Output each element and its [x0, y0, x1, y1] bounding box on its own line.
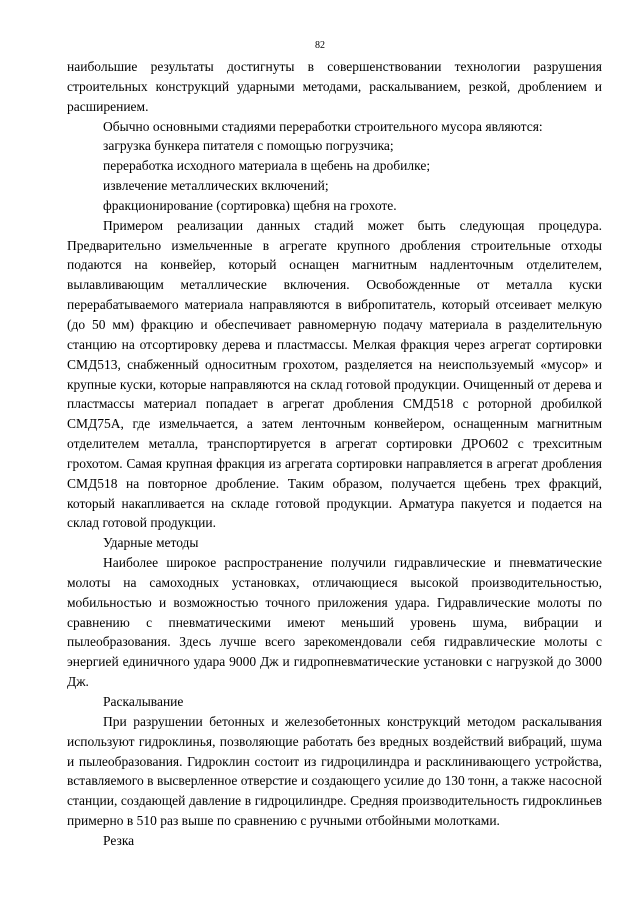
section-heading-cutting: Резка	[103, 832, 135, 848]
paragraph-splitting: При разрушении бетонных и железобетонных конструкций методом раскалывания используют гидроклинья, позволяющие работать без вредных воздействий вибраций, шума и пылеобразования. Гидроклин состоит из гидроцилиндра и расклинивающего устройства, вставляемого в высверленное отверстие и создающего усилие до 130 тонн, а также насосной станции, создающей давление в гидроцилиндре. Средняя производительность гидроклиньев примерно в 510 раз выше по сравнению с ручными отбойными молотками.	[67, 713, 602, 829]
section-heading-impact-methods: Ударные методы	[103, 535, 199, 551]
paragraph-procedure-example: Примером реализации данных стадий может быть следующая процедура. Предварительно измельченные в агрегате крупного дробления строительные отходы подаются на конвейер, который оснащен магнитным надленточным отделителем, вылавливающим металлические включения. Освобожденные от металла куски перерабатываемого материала направляются в вибропитатель, который отсеивает мелкую (до 50 мм) фракцию и обеспечивает равномерную подачу материала в разделительную станцию на отсортировку дерева и пластмассы. Мелкая фракция через агрегат сортировки СМД513, снабженный односитным грохотом, разделяется на неиспользуемый «мусор» и крупные куски, которые направляются на склад готовой продукции. Очищенный от дерева и пластмассы материал попадает в агрегат дробления СМД518 с роторной дробилкой СМД75А, где измельчается, а затем ленточным конвейером, оснащенным магнитным отделителем металла, транспортируется в агрегат сортировки ДРО602 с трехситным грохотом. Самая крупная фракция из агрегата сортировки направляется в агрегат дробления СМД518 на повторное дробление. Таким образом, получается щебень трех фракций, который накапливается на складе готовой продукции. Арматура пакуется и подается на склад готовой продукции.	[67, 217, 602, 531]
list-item-crushing: переработка исходного материала в щебень на дробилке;	[103, 158, 431, 174]
list-item-sorting: фракционирование (сортировка) щебня на грохоте.	[103, 197, 397, 213]
document-body	[67, 57, 602, 851]
list-item-metal-extraction: извлечение металлических включений;	[103, 178, 329, 194]
paragraph-stages-intro: Обычно основными стадиями переработки строительного мусора являются:	[103, 118, 543, 134]
paragraph-impact-methods: Наиболее широкое распространение получили гидравлические и пневматические молоты на самоходных установках, отличающиеся высокой производительностью, мобильностью и возможностью точного приложения удара. Гидравлические молоты по сравнению с пневматическими имеют меньший уровень шума, вибрации и пылеобразования. Здесь лучше всего зарекомендовали себя гидравлические молоты с энергией единичного удара 9000 Дж и гидропневматические установки с нагрузкой до 3000 Дж.	[67, 555, 602, 690]
list-item-loading: загрузка бункера питателя с помощью погрузчика;	[103, 138, 394, 154]
page-number: 82	[315, 40, 325, 51]
section-heading-splitting: Раскалывание	[103, 694, 184, 709]
paragraph-intro-continuation: наибольшие результаты достигнуты в совершенствовании технологии разрушения строительных конструкций ударными методами, раскалыванием, резкой, дроблением и расширением.	[67, 59, 602, 114]
